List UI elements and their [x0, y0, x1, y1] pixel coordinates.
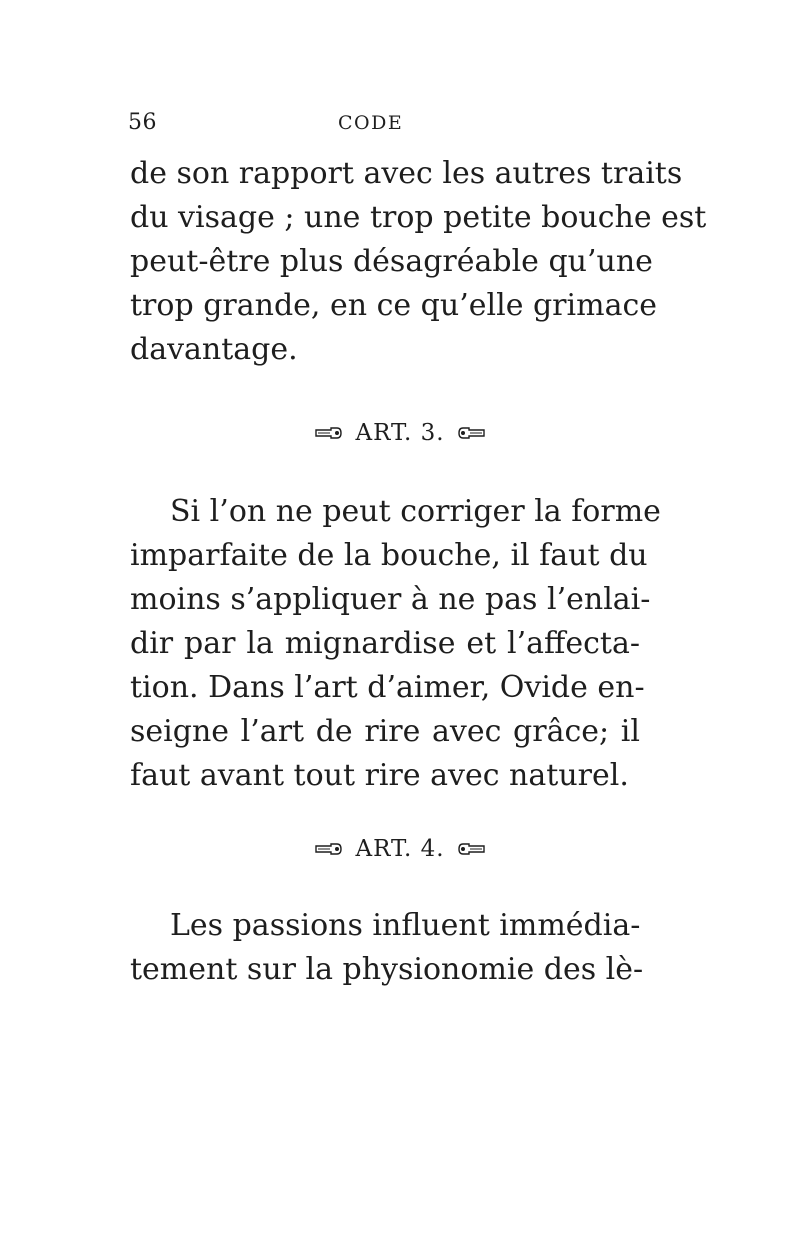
paragraph-continued [130, 152, 707, 372]
text-line: tement sur la physionomie des lè- [130, 952, 644, 987]
text-line: peut-être plus désagréable qu’une [130, 244, 653, 279]
article-3-paragraph [130, 490, 661, 798]
hand-pointing-left-icon [457, 841, 485, 857]
article-label: ART. 4. [355, 836, 445, 862]
page-number: 56 [128, 110, 157, 135]
text-line: davantage. [130, 332, 298, 367]
text-line: du visage ; une trop petite bouche est [130, 200, 707, 235]
text-line: tion. Dans l’art d’aimer, Ovide en- [130, 670, 645, 705]
text-line: imparfaite de la bouche, il faut du [130, 538, 648, 573]
page-header [128, 110, 648, 142]
text-line: trop grande, en ce qu’elle grimace [130, 288, 658, 323]
text-line: moins s’appliquer à ne pas l’enlai- [130, 582, 651, 617]
text-line: faut avant tout rire avec naturel. [130, 758, 629, 793]
article-4-paragraph [130, 904, 644, 992]
text-line: Les passions influent immédia- [170, 908, 641, 943]
text-line: seigne l’art de rire avec grâce; il [130, 714, 640, 749]
hand-pointing-left-icon [457, 425, 485, 441]
article-heading-3 [0, 420, 800, 447]
running-title: CODE [338, 112, 404, 134]
hand-pointing-right-icon [315, 425, 343, 441]
article-label: ART. 3. [355, 420, 445, 446]
hand-pointing-right-icon [315, 841, 343, 857]
text-line: Si l’on ne peut corriger la forme [170, 494, 661, 529]
text-line: dir par la mignardise et l’affecta- [130, 626, 640, 661]
article-heading-4 [0, 836, 800, 863]
text-line: de son rapport avec les autres traits [130, 156, 683, 191]
